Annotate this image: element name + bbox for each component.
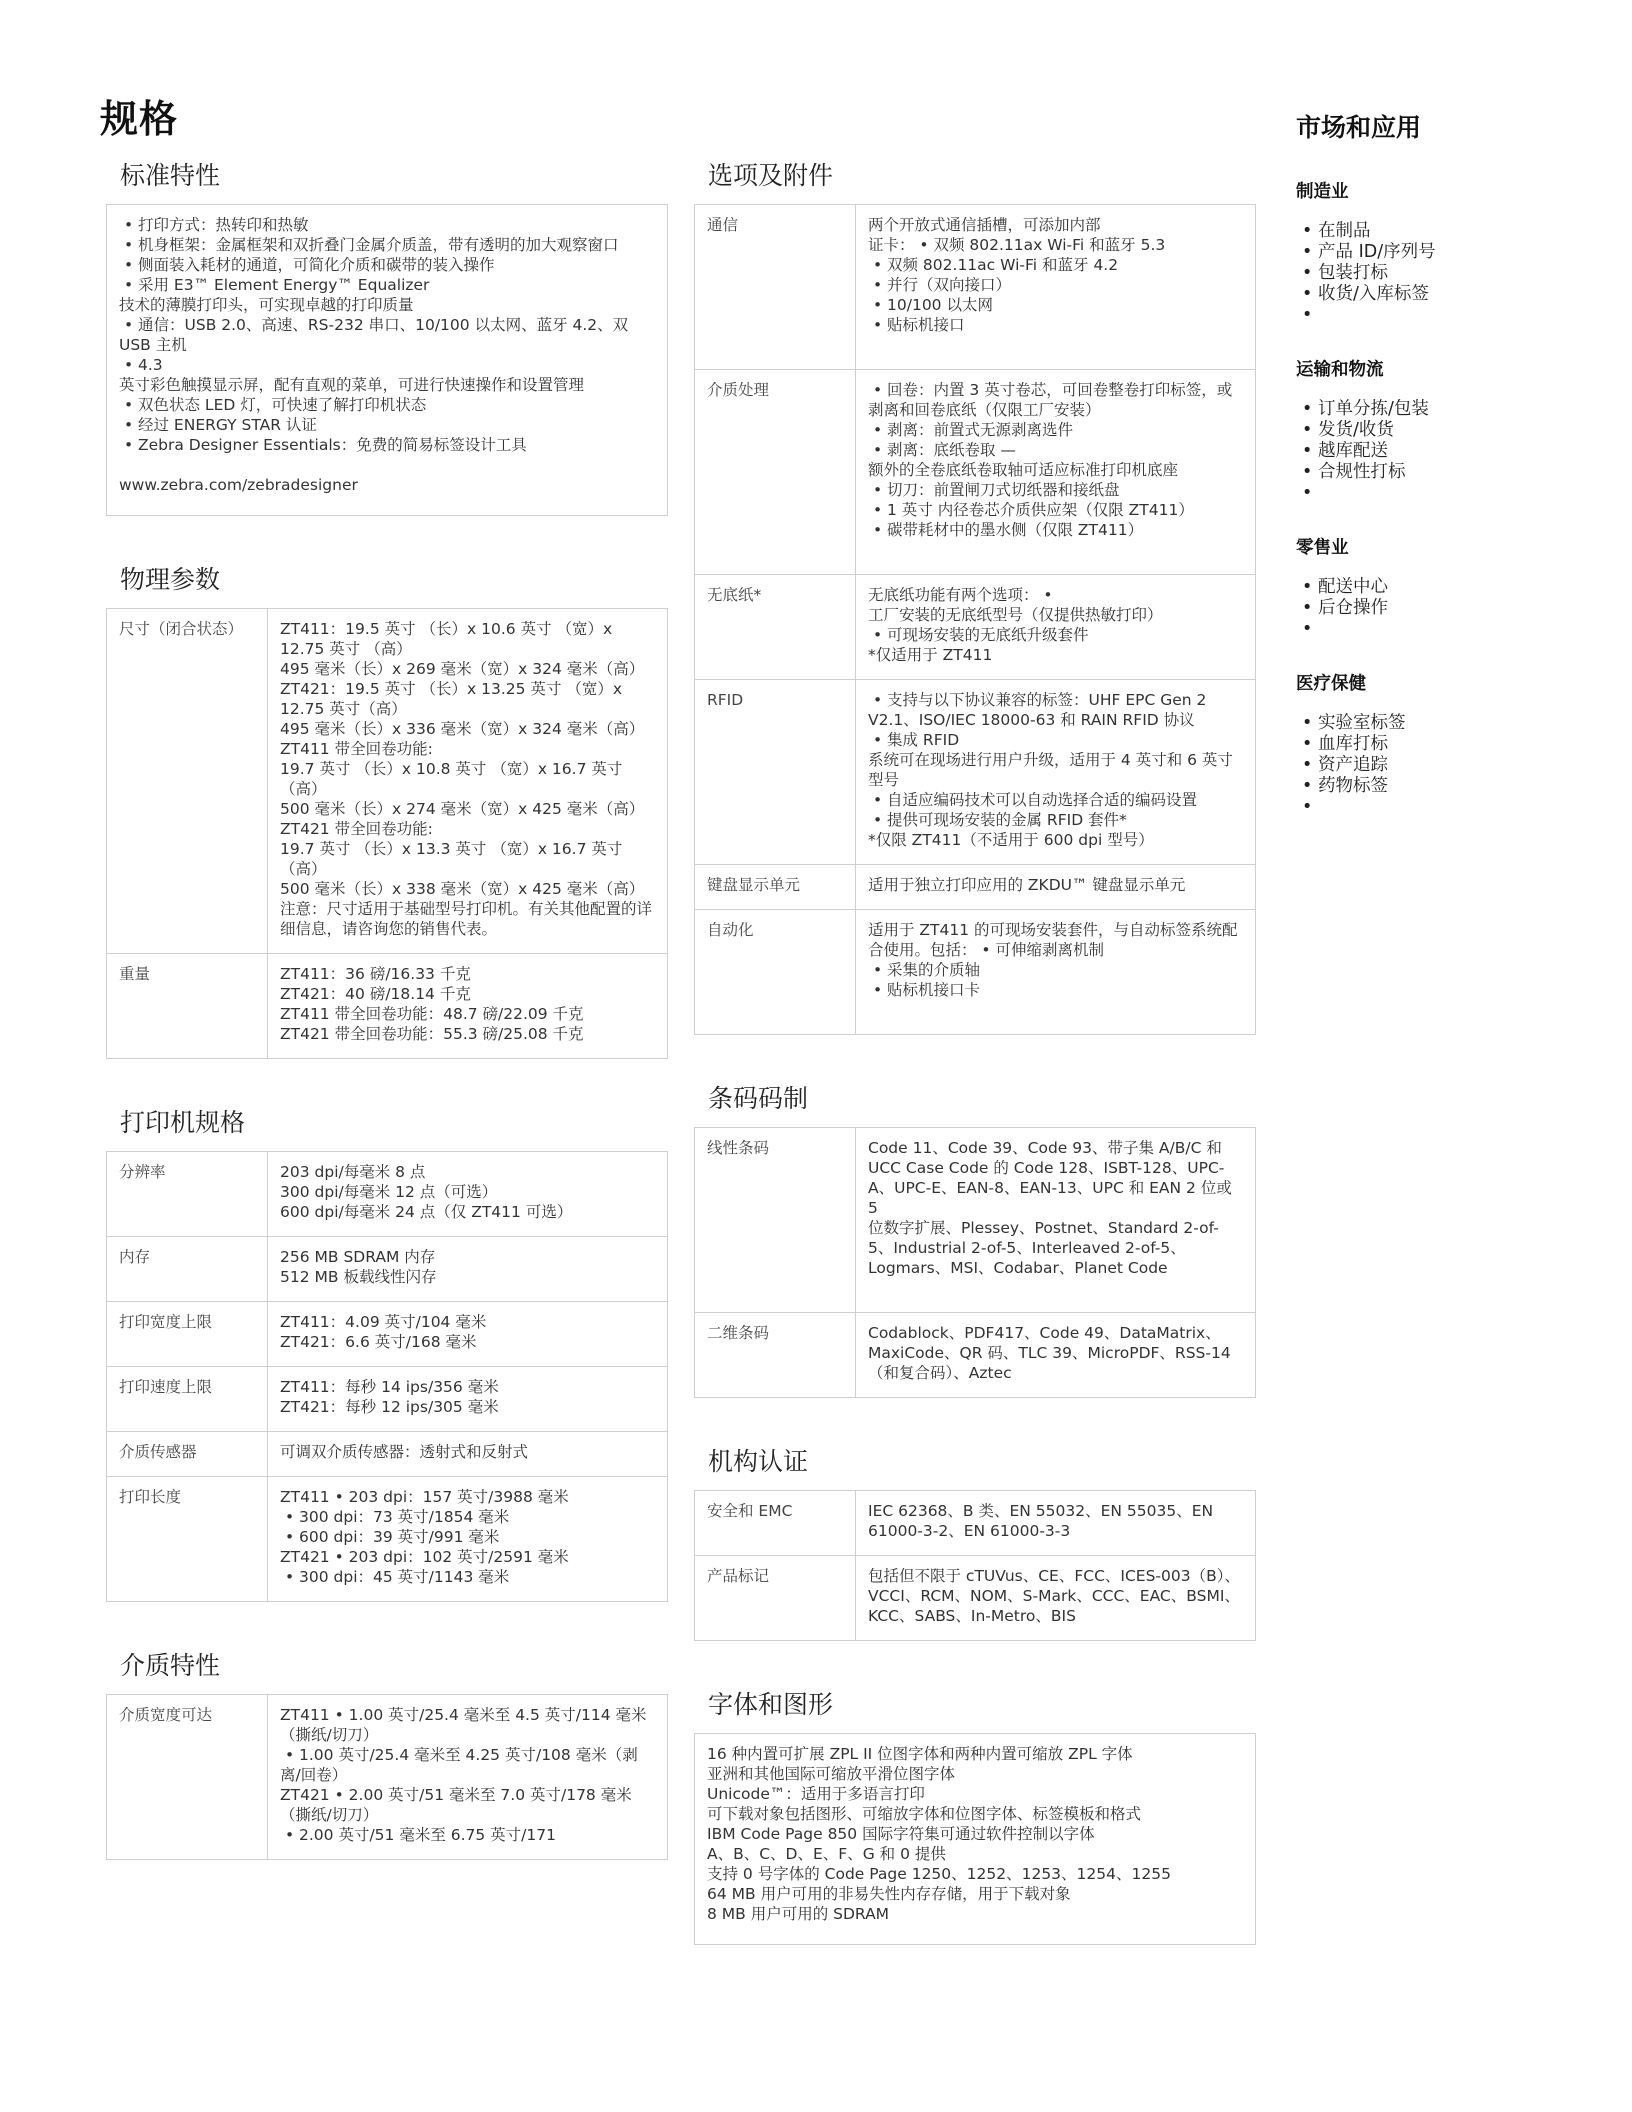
physical-title: 物理参数 [120,565,221,594]
media-table [106,1694,668,1860]
spec-value: ZT411：36 磅/16.33 千克 ZT421：40 磅/18.14 千克 ZT411 带全回卷功能：48.7 磅/22.09 千克 ZT421 带全回卷功能：55.3 磅/25.08 千克 [268,954,668,1059]
printer-spec-title: 打印机规格 [120,1108,246,1137]
market-group-healthcare [1296,670,1596,818]
spec-value: ZT411 • 1.00 英寸/25.4 毫米至 4.5 英寸/114 毫米（撕纸/切刀） • 1.00 英寸/25.4 毫米至 4.25 英寸/108 毫米（剥离/回卷） ZT421 • 2.00 英寸/51 毫米至 7.0 英寸/178 毫米（撕纸/切刀） • 2.00 英寸/51 毫米至 6.75 英寸/171 [268,1695,668,1860]
spec-key: 介质处理 [695,370,856,575]
table-row [695,910,1256,1035]
physical-table [106,608,668,1059]
table-row [107,1432,668,1477]
spec-key: 分辨率 [107,1152,268,1237]
spec-value: • 支持与以下协议兼容的标签：UHF EPC Gen 2 V2.1、ISO/IEC 18000-63 和 RAIN RFID 协议 • 集成 RFID 系统可在现场进行用户升级，适用于 4 英寸和 6 英寸型号 • 自适应编码技术可以自动选择合适的编码设置 • 提供可现场安装的金属 RFID 套件* *仅限 ZT411（不适用于 600 dpi 型号） [856,680,1256,865]
markets-title: 市场和应用 [1296,113,1422,142]
market-group-manufacturing [1296,178,1596,326]
certifications-section [694,1446,1256,1641]
table-row [107,1152,668,1237]
spec-value: ZT411：19.5 英寸 （长）x 10.6 英寸 （宽）x 12.75 英寸 （高） 495 毫米（长）x 269 毫米（宽）x 324 毫米（高） ZT421：19.5 英寸 （长）x 13.25 英寸 （宽）x 12.75 英寸（高） 495 毫米（长）x 336 毫米（宽）x 324 毫米（高） ZT411 带全回卷功能: 19.7 英寸 （长）x 10.8 英寸 （宽）x 16.7 英寸 （高） 500 毫米（长）x 274 毫米（宽）x 425 毫米（高） ZT421 带全回卷功能: 19.7 英寸 （长）x 13.3 英寸 （宽）x 16.7 英寸 （高） 500 毫米（长）x 338 毫米（宽）x 425 毫米（高） 注意：尺寸适用于基础型号打印机。有关其他配置的详细信息，请咨询您的销售代表。 [268,609,668,954]
spec-key: 打印速度上限 [107,1367,268,1432]
list-item: • 订单分拣/包装 [1296,399,1596,420]
options-title: 选项及附件 [708,161,834,190]
table-row [107,1695,668,1860]
table-row [107,954,668,1059]
spec-key: 键盘显示单元 [695,865,856,910]
list-item: • 血库打标 [1296,734,1596,755]
list-item: • 药物标签 [1296,776,1596,797]
spec-key: 介质宽度可达 [107,1695,268,1860]
spec-value: Codablock、PDF417、Code 49、DataMatrix、MaxiCode、QR 码、TLC 39、MicroPDF、RSS-14（和复合码）、Aztec [856,1313,1256,1398]
spec-key: 产品标记 [695,1556,856,1641]
spec-value: 适用于 ZT411 的可现场安装套件，与自动标签系统配合使用。包括： • 可伸缩剥离机制 • 采集的介质轴 • 贴标机接口卡 [856,910,1256,1035]
table-row [107,609,668,954]
spec-value: ZT411：每秒 14 ips/356 毫米 ZT421：每秒 12 ips/305 毫米 [268,1367,668,1432]
media-section [106,1650,668,1860]
spec-key: 介质传感器 [107,1432,268,1477]
list-item: • 发货/收货 [1296,420,1596,441]
standard-features-title: 标准特性 [120,161,221,190]
market-category: 零售业 [1296,538,1349,558]
spec-value: Code 11、Code 39、Code 93、带子集 A/B/C 和 UCC Case Code 的 Code 128、ISBT-128、UPC-A、UPC-E、EAN-8、EAN-13、UPC 和 EAN 2 位或 5 位数字扩展、Plessey、Postnet、Standard 2-of-5、Industrial 2-of-5、Interleaved 2-of-5、Logmars、MSI、Codabar、Planet Code [856,1128,1256,1313]
list-item [1296,619,1596,640]
spec-value: ZT411 • 203 dpi：157 英寸/3988 毫米 • 300 dpi：73 英寸/1854 毫米 • 600 dpi：39 英寸/991 毫米 ZT421 • 203 dpi：102 英寸/2591 毫米 • 300 dpi：45 英寸/1143 毫米 [268,1477,668,1602]
spec-value: • 回卷：内置 3 英寸卷芯，可回卷整卷打印标签，或剥离和回卷底纸（仅限工厂安装） • 剥离：前置式无源剥离选件 • 剥离：底纸卷取 — 额外的全卷底纸卷取轴可适应标准打印机底座 • 切刀：前置闸刀式切纸器和接纸盘 • 1 英寸 内径卷芯介质供应架（仅限 ZT411） • 碳带耗材中的墨水侧（仅限 ZT411） [856,370,1256,575]
spec-value: 适用于独立打印应用的 ZKDU™ 键盘显示单元 [856,865,1256,910]
market-list [1296,221,1596,326]
table-row [695,575,1256,680]
printer-spec-section [106,1107,668,1602]
table-row [107,1477,668,1602]
standard-features-box [106,204,668,516]
spec-value: 256 MB SDRAM 内存 512 MB 板载线性闪存 [268,1237,668,1302]
spec-key: 无底纸* [695,575,856,680]
list-item [1296,305,1596,326]
barcodes-section [694,1083,1256,1398]
table-row [695,205,1256,370]
standard-features-text: • 打印方式：热转印和热敏 • 机身框架：金属框架和双折叠门金属介质盖，带有透明的加大观察窗口 • 侧面装入耗材的通道，可简化介质和碳带的装入操作 • 采用 E3™ Element Energy™ Equalizer 技术的薄膜打印头，可实现卓越的打印质量 • 通信：USB 2.0、高速、RS-232 串口、10/100 以太网、蓝牙 4.2、双 USB 主机 • 4.3 英寸彩色触摸显示屏，配有直观的菜单，可进行快速操作和设置管理 • 双色状态 LED 灯，可快速了解打印机状态 • 经过 ENERGY STAR 认证 • Zebra Designer Essentials：免费的简易标签设计工具 [119,216,629,454]
media-title: 介质特性 [120,1651,221,1680]
market-list [1296,399,1596,504]
certifications-table [694,1490,1256,1641]
fonts-title: 字体和图形 [708,1690,834,1719]
barcodes-title: 条码码制 [708,1084,809,1113]
table-row [695,1128,1256,1313]
printer-spec-table [106,1151,668,1602]
spec-value: 203 dpi/每毫米 8 点 300 dpi/每毫米 12 点（可选） 600 dpi/每毫米 24 点（仅 ZT411 可选） [268,1152,668,1237]
left-column [106,160,668,1908]
list-item: • 实验室标签 [1296,713,1596,734]
page-title: 规格 [100,97,179,141]
spec-value: 可调双介质传感器：透射式和反射式 [268,1432,668,1477]
list-item: • 配送中心 [1296,577,1596,598]
spec-value: 两个开放式通信插槽，可添加内部 证卡： • 双频 802.11ax Wi-Fi 和蓝牙 5.3 • 双频 802.11ac Wi-Fi 和蓝牙 4.2 • 并行（双向接口） • 10/100 以太网 • 贴标机接口 [856,205,1256,370]
list-item: • 合规性打标 [1296,462,1596,483]
middle-column [694,160,1256,1993]
options-section [694,160,1256,1035]
barcodes-table [694,1127,1256,1398]
spec-value: ZT411：4.09 英寸/104 毫米 ZT421：6.6 英寸/168 毫米 [268,1302,668,1367]
market-list [1296,577,1596,640]
options-table [694,204,1256,1035]
spec-key: 打印宽度上限 [107,1302,268,1367]
table-row [695,865,1256,910]
market-group-retail [1296,534,1596,640]
market-category: 制造业 [1296,182,1349,202]
market-list [1296,713,1596,818]
certifications-title: 机构认证 [708,1447,809,1476]
table-row [695,680,1256,865]
spec-key: 二维条码 [695,1313,856,1398]
list-item [1296,483,1596,504]
list-item: • 后仓操作 [1296,598,1596,619]
market-category: 医疗保健 [1296,674,1366,694]
zebradesigner-link[interactable]: www.zebra.com/zebradesigner [119,476,358,494]
physical-section [106,564,668,1059]
spec-key: 自动化 [695,910,856,1035]
table-row [695,1556,1256,1641]
market-category: 运输和物流 [1296,360,1384,380]
spec-key: 打印长度 [107,1477,268,1602]
spec-value: IEC 62368、B 类、EN 55032、EN 55035、EN 61000-3-2、EN 61000-3-3 [856,1491,1256,1556]
spec-key: 内存 [107,1237,268,1302]
table-row [695,1491,1256,1556]
list-item [1296,797,1596,818]
markets-column [1296,108,1596,848]
spec-value: 无底纸功能有两个选项： • 工厂安装的无底纸型号（仅提供热敏打印） • 可现场安装的无底纸升级套件 *仅适用于 ZT411 [856,575,1256,680]
table-row [107,1302,668,1367]
spec-value: 包括但不限于 cTUVus、CE、FCC、ICES-003（B）、VCCI、RCM、NOM、S-Mark、CCC、EAC、BSMI、KCC、SABS、In-Metro、BIS [856,1556,1256,1641]
market-group-logistics [1296,356,1596,504]
spec-key: 安全和 EMC [695,1491,856,1556]
fonts-section [694,1689,1256,1945]
list-item: • 产品 ID/序列号 [1296,242,1596,263]
table-row [107,1367,668,1432]
spec-key: 通信 [695,205,856,370]
table-row [107,1237,668,1302]
spec-key: 重量 [107,954,268,1059]
spec-key: RFID [695,680,856,865]
table-row [695,370,1256,575]
table-row [695,1313,1256,1398]
list-item: • 收货/入库标签 [1296,284,1596,305]
list-item: • 资产追踪 [1296,755,1596,776]
list-item: • 包装打标 [1296,263,1596,284]
spec-key: 尺寸（闭合状态） [107,609,268,954]
standard-features-section [106,160,668,516]
spec-key: 线性条码 [695,1128,856,1313]
list-item: • 越库配送 [1296,441,1596,462]
fonts-box: 16 种内置可扩展 ZPL II 位图字体和两种内置可缩放 ZPL 字体 亚洲和其他国际可缩放平滑位图字体 Unicode™：适用于多语言打印 可下载对象包括图形、可缩放字体和位图字体、标签模板和格式 IBM Code Page 850 国际字符集可通过软件控制以字体 A、B、C、D、E、F、G 和 0 提供 支持 0 号字体的 Code Page 1250、1252、1253、1254、1255 64 MB 用户可用的非易失性内存存储，用于下载对象 8 MB 用户可用的 SDRAM [694,1733,1256,1945]
list-item: • 在制品 [1296,221,1596,242]
